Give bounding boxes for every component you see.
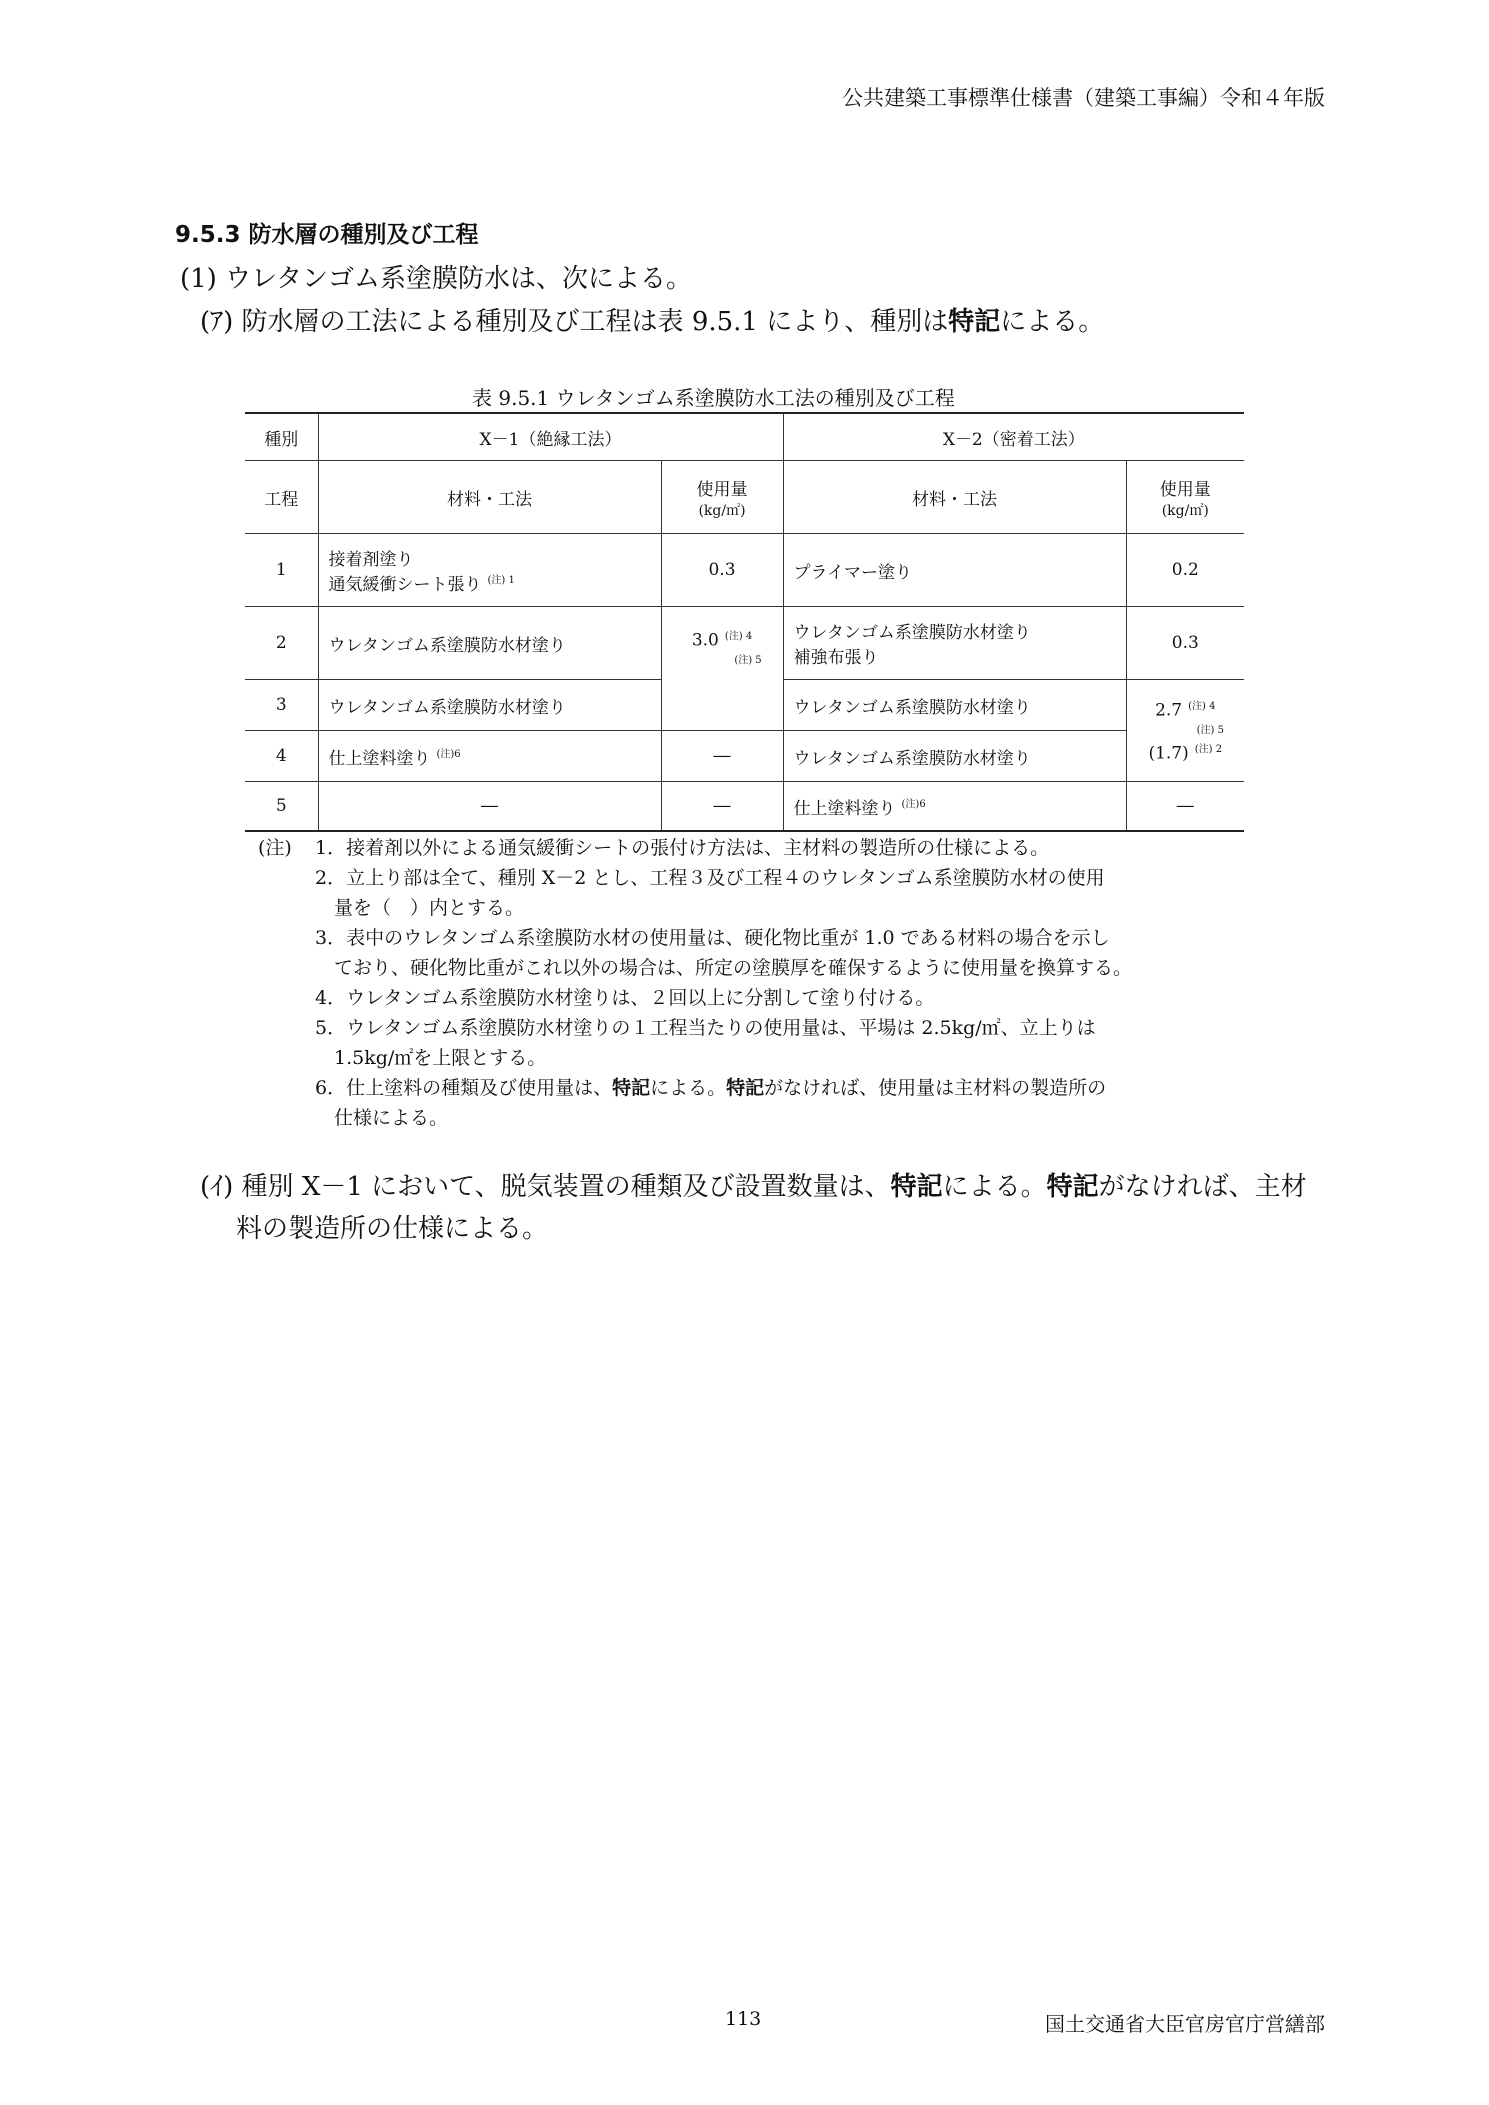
x1-material-label: 材料・工法 [318,461,661,534]
x2-usage-header [1126,461,1244,534]
x2-usage: 0.3 [1126,607,1244,680]
section-title: 9.5.3 防水層の種別及び工程 [175,222,479,248]
item-1a [200,301,1104,338]
note-6a-mid: による。 [650,1077,727,1099]
x2-usage: 0.2 [1126,534,1244,607]
x2-material-line1: ウレタンゴム系塗膜防水材塗り [793,623,1031,643]
x2-material-text: 仕上塗料塗り [793,798,896,819]
note-4: 4．ウレタンゴム系塗膜防水材塗りは、２回以上に分割して塗り付ける。 [315,987,935,1009]
note-6a-post: がなければ、使用量は主材料の製造所の [764,1077,1107,1099]
note-3a: 3．表中のウレタンゴム系塗膜防水材の使用量は、硬化物比重が 1.0 である材料の場合を示し [315,927,1110,949]
table-row [245,461,1244,534]
note-2b: 量を（ ）内とする。 [334,897,525,919]
item-1b [200,1166,1307,1203]
x2-material: ウレタンゴム系塗膜防水材塗り [783,731,1126,782]
step-number: 2 [245,607,318,680]
note-ref: (注) 1 [487,575,515,587]
type-x1: X－1（絶縁工法） [318,413,783,461]
document-footer: 国土交通省大臣官房官庁営繕部 [1045,2012,1325,2036]
x2-material [783,782,1126,832]
item-1b-keyword: 特記 [890,1172,943,1202]
step-label: 工程 [245,461,318,534]
table-row [245,607,1244,680]
note-5b: 1.5kg/㎡を上限とする。 [334,1047,547,1069]
note-6a-keyword: 特記 [612,1077,651,1099]
notes-label: (注) [258,837,292,859]
x2-material-line2: 補強布張り [793,648,879,668]
item-1a-keyword: 特記 [948,307,1001,337]
x1-usage: 0.3 [661,534,783,607]
usage-unit: (kg/㎡) [698,502,746,519]
note-6a-keyword: 特記 [726,1077,765,1099]
usage-unit: (kg/㎡) [1161,502,1209,519]
x1-usage [661,607,783,731]
x2-material-label: 材料・工法 [783,461,1126,534]
step-number: 3 [245,680,318,731]
note-5a: 5．ウレタンゴム系塗膜防水材塗りの１工程当たりの使用量は、平場は 2.5kg/㎡、立上りは [315,1017,1096,1039]
note-6a-pre: 6．仕上塗料の種類及び使用量は、 [315,1077,613,1099]
page-number: 113 [725,2008,762,2030]
x1-usage-value: 3.0 [691,630,719,651]
x1-material [318,534,661,607]
x1-material-line2: 通気緩衝シート張り [328,575,482,595]
note-3b: ており、硬化物比重がこれ以外の場合は、所定の塗膜厚を確保するように使用量を換算する。 [334,957,1133,979]
note-ref: (注) 4 [1188,701,1216,713]
table-caption: 表 9.5.1 ウレタンゴム系塗膜防水工法の種別及び工程 [472,386,955,410]
x2-usage-value: 2.7 [1155,701,1183,721]
item-1b-line2: 料の製造所の仕様による。 [236,1214,549,1244]
x1-material: ウレタンゴム系塗膜防水材塗り [318,680,661,731]
item-1b-mid: による。 [942,1172,1047,1202]
item-1b-post: がなければ、主材 [1098,1172,1307,1202]
usage-label: 使用量 [1159,479,1211,500]
note-ref: (注) 5 [1196,725,1224,736]
notes-list [315,833,1132,1133]
type-label: 種別 [245,413,318,461]
x2-usage [1126,680,1244,782]
x1-usage: ― [661,731,783,782]
x1-material-text: 仕上塗料塗り [328,748,431,769]
step-number: 4 [245,731,318,782]
x1-material [318,731,661,782]
x1-usage-header [661,461,783,534]
spec-table [245,412,1244,832]
item-1: (1) ウレタンゴム系塗膜防水は、次による。 [180,264,693,294]
item-1b-pre: (ｲ) 種別 X－1 において、脱気装置の種類及び設置数量は、 [200,1172,891,1202]
x2-material: プライマー塗り [783,534,1126,607]
note-1: 1．接着剤以外による通気緩衝シートの張付け方法は、主材料の製造所の仕様による。 [315,837,1050,859]
x1-material: ウレタンゴム系塗膜防水材塗り [318,607,661,680]
step-number: 1 [245,534,318,607]
table-row [245,782,1244,832]
item-1a-post: による。 [1000,307,1105,337]
x2-material [783,607,1126,680]
note-6b: 仕様による。 [334,1107,449,1129]
x2-usage: ― [1126,782,1244,832]
note-ref: (注)6 [436,748,461,760]
x2-material: ウレタンゴム系塗膜防水材塗り [783,680,1126,731]
table-row [245,534,1244,607]
item-1b-keyword: 特記 [1046,1172,1099,1202]
table-row [245,413,1244,461]
note-6a [315,1073,1132,1103]
usage-label: 使用量 [696,479,748,500]
note-ref: (注) 4 [724,631,753,642]
item-1a-pre: (ｱ) 防水層の工法による種別及び工程は表 9.5.1 により、種別は [200,307,949,337]
note-ref: (注)6 [901,798,926,810]
x1-material-line1: 接着剤塗り [328,550,414,570]
x1-material: ― [318,782,661,832]
x2-usage-alt: (1.7) [1148,743,1189,764]
x1-usage: ― [661,782,783,832]
note-ref: (注) 5 [734,654,762,666]
table-row [245,731,1244,782]
note-ref: (注) 2 [1194,744,1223,755]
document-header: 公共建築工事標準仕様書（建築工事編）令和４年版 [842,86,1325,110]
note-2a: 2．立上り部は全て、種別 X－2 とし、工程３及び工程４のウレタンゴム系塗膜防水材の使用 [315,867,1105,889]
step-number: 5 [245,782,318,832]
type-x2: X－2（密着工法） [783,413,1244,461]
